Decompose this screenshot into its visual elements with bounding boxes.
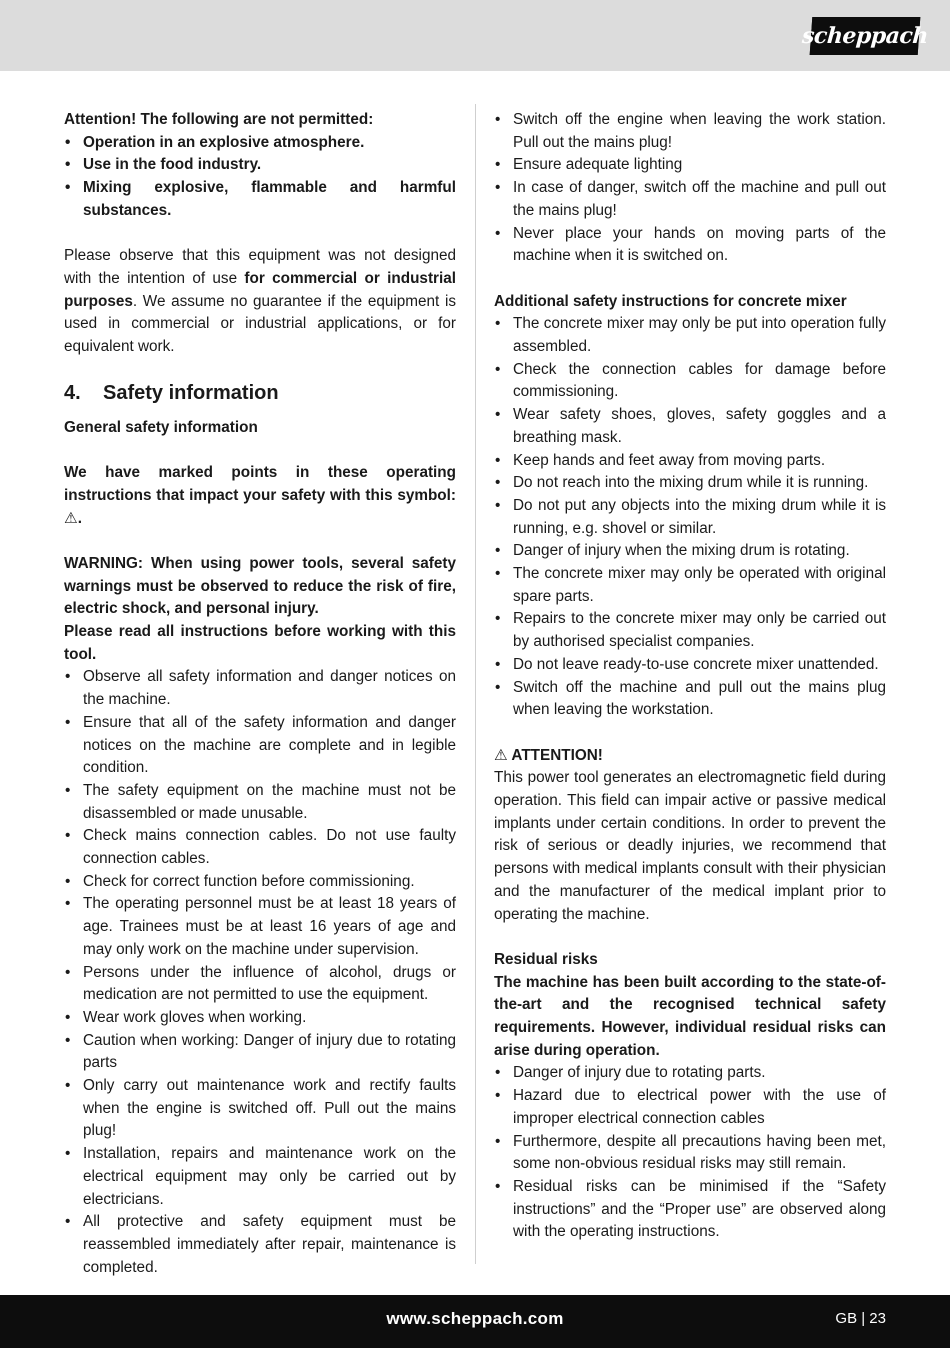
- list-item: • Never place your hands on moving parts of the machine when it is switched on.: [494, 223, 886, 268]
- attention-heading: [494, 745, 886, 768]
- list-item: • Switch off the engine when leaving the work station. Pull out the mains plug!: [494, 109, 886, 154]
- list-item: • Hazard due to electrical power with the use of improper electrical connection cables: [494, 1085, 886, 1130]
- list-item: • Switch off the machine and pull out the mains plug when leaving the workstation.: [494, 677, 886, 722]
- list-item: • Keep hands and feet away from moving parts.: [494, 450, 886, 473]
- list-item: • Persons under the influence of alcohol, drugs or medication are not permitted to use the equipment.: [64, 962, 456, 1007]
- section-heading: [64, 379, 456, 407]
- list-item: • All protective and safety equipment must be reassembled immediately after repair, maintenance is completed.: [64, 1211, 456, 1279]
- symbol-text: We have marked points in these operating instructions that impact your safety with this symbol:: [64, 464, 456, 504]
- warning-triangle-icon: ⚠: [64, 509, 78, 527]
- concrete-mixer-title: Additional safety instructions for concrete mixer: [494, 292, 847, 310]
- right-column: [494, 109, 886, 1244]
- footer-bar: [0, 1295, 950, 1348]
- list-item: • Caution when working: Danger of injury due to rotating parts: [64, 1030, 456, 1075]
- list-item: • Installation, repairs and maintenance work on the electrical equipment may only be carried out by electricians.: [64, 1143, 456, 1211]
- warning-triangle-icon: ⚠: [494, 746, 508, 764]
- list-item: • Danger of injury due to rotating parts.: [494, 1062, 886, 1085]
- list-item: • Repairs to the concrete mixer may only be carried out by authorised specialist companies.: [494, 608, 886, 653]
- read-instructions-paragraph: Please read all instructions before working with this tool.: [64, 623, 456, 663]
- commercial-text-2: . We assume no guarantee if the equipment is used in commercial or industrial applications, or for equivalent work.: [64, 292, 456, 356]
- list-item: • Do not reach into the mixing drum while it is running.: [494, 472, 886, 495]
- attention-paragraph: This power tool generates an electromagnetic field during operation. This field can impair active or passive medical implants under certain conditions. In order to prevent the risk of serious or deadly injuries, we recommend that persons with medical implants consult with their physician and the manufacturer of the medical implant prior to operating the machine.: [494, 769, 886, 923]
- list-item: • Check the connection cables for damage before commissioning.: [494, 359, 886, 404]
- general-safety-title: General safety information: [64, 418, 258, 436]
- symbol-paragraph: [64, 462, 456, 530]
- attention-title: ATTENTION!: [511, 746, 603, 764]
- page-number: GB | 23: [835, 1310, 886, 1327]
- list-item: • The concrete mixer may only be put into operation fully assembled.: [494, 313, 886, 358]
- not-permitted-title: Attention! The following are not permitted:: [64, 111, 374, 128]
- list-item: • Use in the food industry.: [64, 154, 456, 177]
- section-title: Safety information: [103, 381, 279, 404]
- symbol-end: .: [77, 509, 82, 527]
- residual-risks-intro: The machine has been built according to the state-of-the-art and the recognised technical safety requirements. However, individual residual risks can arise during operation.: [494, 973, 886, 1059]
- scheppach-logo: scheppach: [810, 17, 921, 55]
- list-item: • Observe all safety information and danger notices on the machine.: [64, 666, 456, 711]
- general-safety-list-continued: [494, 109, 886, 268]
- list-item: • Wear safety shoes, gloves, safety goggles and a breathing mask.: [494, 404, 886, 449]
- list-item: • Only carry out maintenance work and rectify faults when the engine is switched off. Pull out the mains plug!: [64, 1075, 456, 1143]
- list-item: • Furthermore, despite all precautions having been met, some non-obvious residual risks may still remain.: [494, 1131, 886, 1176]
- list-item: • Operation in an explosive atmosphere.: [64, 132, 456, 155]
- list-item: • Do not leave ready-to-use concrete mixer unattended.: [494, 654, 886, 677]
- list-item: • Danger of injury when the mixing drum is rotating.: [494, 540, 886, 563]
- column-divider: [475, 104, 476, 1264]
- not-permitted-list: [64, 132, 456, 223]
- warning-paragraph: WARNING: When using power tools, several safety warnings must be observed to reduce the risk of fire, electric shock, and personal injury.: [64, 554, 456, 618]
- list-item: • In case of danger, switch off the machine and pull out the mains plug!: [494, 177, 886, 222]
- list-item: • The safety equipment on the machine must not be disassembled or made unusable.: [64, 780, 456, 825]
- commercial-use-paragraph: [64, 245, 456, 359]
- header-bar: [0, 0, 950, 71]
- list-item: • Residual risks can be minimised if the “Safety instructions” and the “Proper use” are observed along with the operating instructions.: [494, 1176, 886, 1244]
- section-number: 4.: [64, 381, 81, 404]
- residual-risks-title: Residual risks: [494, 950, 598, 968]
- list-item: • The operating personnel must be at least 18 years of age. Trainees must be at least 16 years of age and may only work on the machine under supervision.: [64, 893, 456, 961]
- commercial-text-1: Please observe that this equipment was not designed with the intention of use: [64, 247, 456, 287]
- list-item: • Mixing explosive, flammable and harmful substances.: [64, 177, 456, 222]
- website-link[interactable]: www.scheppach.com: [386, 1309, 564, 1328]
- concrete-mixer-list: [494, 313, 886, 722]
- residual-risks-list: [494, 1062, 886, 1244]
- general-safety-list: [64, 666, 456, 1279]
- left-column: [64, 109, 456, 1279]
- list-item: • Check for correct function before commissioning.: [64, 871, 456, 894]
- list-item: • Do not put any objects into the mixing drum while it is running, e.g. shovel or similar.: [494, 495, 886, 540]
- list-item: • Wear work gloves when working.: [64, 1007, 456, 1030]
- commercial-text-bold: for commercial or industrial purposes: [64, 269, 456, 310]
- list-item: • Ensure that all of the safety information and danger notices on the machine are complete and in legible condition.: [64, 712, 456, 780]
- list-item: • Ensure adequate lighting: [494, 154, 886, 177]
- list-item: • The concrete mixer may only be operated with original spare parts.: [494, 563, 886, 608]
- list-item: • Check mains connection cables. Do not use faulty connection cables.: [64, 825, 456, 870]
